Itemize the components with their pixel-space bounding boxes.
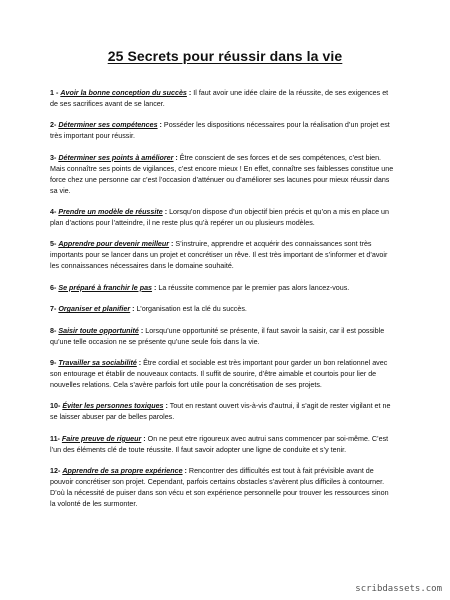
secret-number: 4- bbox=[50, 208, 57, 217]
secret-text: Lorsqu’on dispose d’un objectif bien précis et qu’on a mis en place un plan d’actions pour l’atteindre, il ne reste plus qu’à repérer un ou plusieurs modèles. bbox=[50, 208, 389, 227]
secret-item bbox=[50, 434, 394, 456]
secret-number: 6- bbox=[50, 283, 57, 292]
document-title-text: 25 Secrets pour réussir dans la vie bbox=[107, 48, 343, 64]
secret-item bbox=[50, 401, 394, 423]
secret-item bbox=[50, 304, 394, 315]
secret-text: S’instruire, apprendre et acquérir des connaissances sont très importants pour se lancer dans un projet et concrétiser un rêve. Il est très important de s’informer et d’avoir les connaissances nécessaires dans le domaine souhaité. bbox=[50, 240, 388, 271]
secret-text: Posséder les dispositions nécessaires pour la réalisation d’un projet est très important pour réussir. bbox=[50, 121, 390, 141]
secret-heading: Travailler sa sociabilité bbox=[58, 359, 137, 368]
secret-text: L’organisation est la clé du succès. bbox=[134, 305, 247, 314]
secret-text: Il faut avoir une idée claire de la réussite, de ses exigences et de ses sacrifices avant de se lancer. bbox=[50, 89, 389, 108]
secret-number: 9- bbox=[50, 359, 57, 368]
secret-separator: : bbox=[182, 467, 187, 476]
secret-item bbox=[50, 466, 394, 510]
secret-separator: : bbox=[162, 208, 168, 217]
secret-item bbox=[50, 153, 394, 197]
secret-separator: : bbox=[173, 153, 178, 162]
secret-heading: Saisir toute opportunité bbox=[58, 326, 139, 335]
secret-text: Tout en restant ouvert vis-à-vis d’autrui, il s’agit de rester vigilant et ne se laisser abuser par de belles paroles. bbox=[50, 402, 391, 422]
secret-heading: Apprendre pour devenir meilleur bbox=[58, 240, 170, 249]
secret-heading: Déterminer ses points à améliorer bbox=[58, 153, 174, 162]
secret-separator: : bbox=[152, 283, 157, 292]
secret-number: 7- bbox=[50, 305, 57, 314]
document-title bbox=[0, 48, 450, 64]
document-body bbox=[50, 88, 394, 521]
secret-number: 5- bbox=[50, 240, 57, 249]
secret-item bbox=[50, 326, 394, 348]
secret-separator: : bbox=[138, 326, 144, 335]
secret-heading: Apprendre de sa propre expérience bbox=[62, 467, 183, 476]
secret-item bbox=[50, 239, 394, 272]
secret-text: Rencontrer des difficultés est tout à fait prévisible avant de pouvoir concrétiser son projet. Cependant, parfois certains obstacles s’avèrent plus difficiles à contourner. D’où la nécessité de puiser dans son vécu et son expérience personnelle pour trouver les ressources sinon la volonté de les surmonter. bbox=[50, 467, 389, 508]
secret-item bbox=[50, 88, 394, 110]
secret-heading: Éviter les personnes toxiques bbox=[62, 402, 164, 411]
watermark: scribdassets.com bbox=[355, 584, 442, 594]
secret-heading: Prendre un modèle de réussite bbox=[58, 208, 163, 217]
secret-number: 2- bbox=[50, 121, 57, 130]
secret-heading: Faire preuve de rigueur bbox=[61, 434, 142, 443]
secret-text: Lorsqu’une opportunité se présente, il faut savoir la saisir, car il est possible qu’une telle occasion ne se présente qu’une seule fois dans la vie. bbox=[50, 326, 385, 346]
secret-heading: Organiser et planifier bbox=[58, 305, 131, 314]
secret-text: Être conscient de ses forces et de ses compétences, c’est bien. Mais connaître ses points de vigilances, c’est encore mieux ! En effet, connaître ses faiblesses constitue une force chez une personne car c’est l’occasion d’atténuer ou d’améliorer ses lacunes pour mieux réussir dans sa vie. bbox=[50, 153, 394, 195]
secret-separator: : bbox=[186, 89, 192, 97]
secret-number: 1 - bbox=[50, 89, 59, 97]
secret-separator: : bbox=[157, 121, 162, 130]
secret-separator: : bbox=[169, 240, 174, 249]
secret-number: 8- bbox=[50, 326, 57, 335]
secret-separator: : bbox=[141, 434, 146, 443]
secret-item bbox=[50, 207, 394, 229]
secret-heading: Déterminer ses compétences bbox=[58, 121, 158, 130]
secret-separator: : bbox=[163, 402, 168, 411]
secret-heading: Se préparé à franchir le pas bbox=[58, 283, 153, 292]
secret-number: 10- bbox=[50, 402, 61, 411]
secret-text: Être cordial et sociable est très important pour garder un bon relationnel avec son entourage et établir de nouveaux contacts. Il suffit de sourire, d’être aimable et courtois pour lier de nouvelles relations. Cela s’avère parfois fort utile pour la concrétisation de ses projets. bbox=[50, 359, 388, 389]
secret-text: On ne peut etre rigoureux avec autrui sans commencer par soi-même. C’est l’un des éléments clé de toute réussite. Il faut savoir adopter une ligne de conduite et s’y tenir. bbox=[50, 434, 389, 454]
secret-number: 3- bbox=[50, 153, 57, 162]
secret-item bbox=[50, 120, 394, 142]
secret-text: La réussite commence par le premier pas alors lancez-vous. bbox=[156, 283, 350, 292]
secret-item bbox=[50, 358, 394, 391]
secret-number: 11- bbox=[50, 434, 60, 443]
secret-heading: Avoir la bonne conception du succès bbox=[60, 89, 187, 97]
secret-number: 12- bbox=[50, 467, 61, 476]
secret-separator: : bbox=[130, 305, 135, 314]
secret-item bbox=[50, 283, 394, 294]
secret-separator: : bbox=[136, 359, 142, 368]
